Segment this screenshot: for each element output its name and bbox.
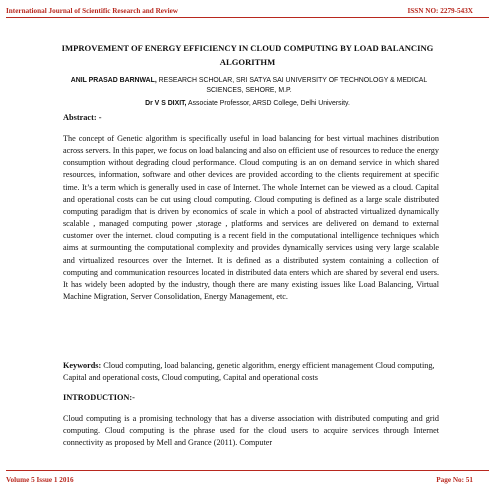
header-rule	[6, 17, 489, 18]
abstract-heading: Abstract: -	[63, 113, 102, 122]
page-number: Page No: 51	[436, 476, 473, 484]
keywords-text: Cloud computing, load balancing, genetic algorithm, energy efficient management Cloud computing, Capital and operational costs, Cloud computing, Capital and operational costs	[63, 361, 435, 382]
author-affiliation: RESEARCH SCHOLAR, SRI SATYA SAI UNIVERSITY OF TECHNOLOGY & MEDICAL SCIENCES, SEHORE, M.P.	[156, 77, 428, 94]
paper-title: IMPROVEMENT OF ENERGY EFFICIENCY IN CLOUD COMPUTING BY LOAD BALANCING ALGORITHM	[61, 43, 434, 67]
page-header	[0, 0, 495, 24]
introduction-heading: INTRODUCTION:-	[63, 393, 135, 402]
keywords-paragraph	[63, 360, 443, 384]
issn-number: ISSN NO: 2279-543X	[407, 7, 473, 15]
author-line-2	[40, 99, 455, 109]
introduction-body: Cloud computing is a promising technology that has a diverse association with distributed computing and grid computing. Cloud computing is the phrase used for the cloud users to acquire services through Internet connectivity as proposed by Mell and Grance (2011). Computer	[63, 414, 439, 448]
author-line-1	[58, 76, 440, 96]
author-affiliation: Associate Professor, ARSD College, Delhi University.	[186, 100, 350, 107]
keywords-label: Keywords:	[63, 361, 102, 370]
abstract-body: The concept of Genetic algorithm is specifically useful in load balancing for best virtual machines distribution across servers. In this paper, we focus on load balancing and also on efficient use of resources to reduce the energy consumption without degrading cloud performance. Cloud computing is an on demand service in which shared resources, information, software and other devices are provided according to the clients requirement at specific time. It’s a term which is generally used in case of Internet. The whole Internet can be viewed as a cloud. Capital and operational costs can be cut using cloud computing. Cloud computing is defined as a large scale distributed computing paradigm that is driven by economics of scale in which a pool of abstracted virtualized dynamically scalable , managed computing power ,storage , platforms and services are delivered on demand to external customer over the internet. cloud computing is a recent field in the computational intelligence techniques which aims at surmounting the computational complexity and provides dynamically services using very large scalable and virtualized resources over the Internet. It is defined as a distributed system containing a collection of computing and communication resources located in distributed data enters which are shared by several end users. It has widely been adopted by the industry, though there are many existing issues like Load Balancing, Virtual Machine Migration, Server Consolidation, Energy Management, etc.	[63, 134, 439, 302]
journal-name: International Journal of Scientific Research and Review	[6, 7, 178, 15]
volume-issue: Volume 5 Issue 1 2016	[6, 476, 74, 484]
author-name: Dr V S DIXIT,	[145, 100, 187, 107]
author-name: ANIL PRASAD BARNWAL,	[70, 77, 157, 84]
footer-rule	[6, 470, 489, 471]
